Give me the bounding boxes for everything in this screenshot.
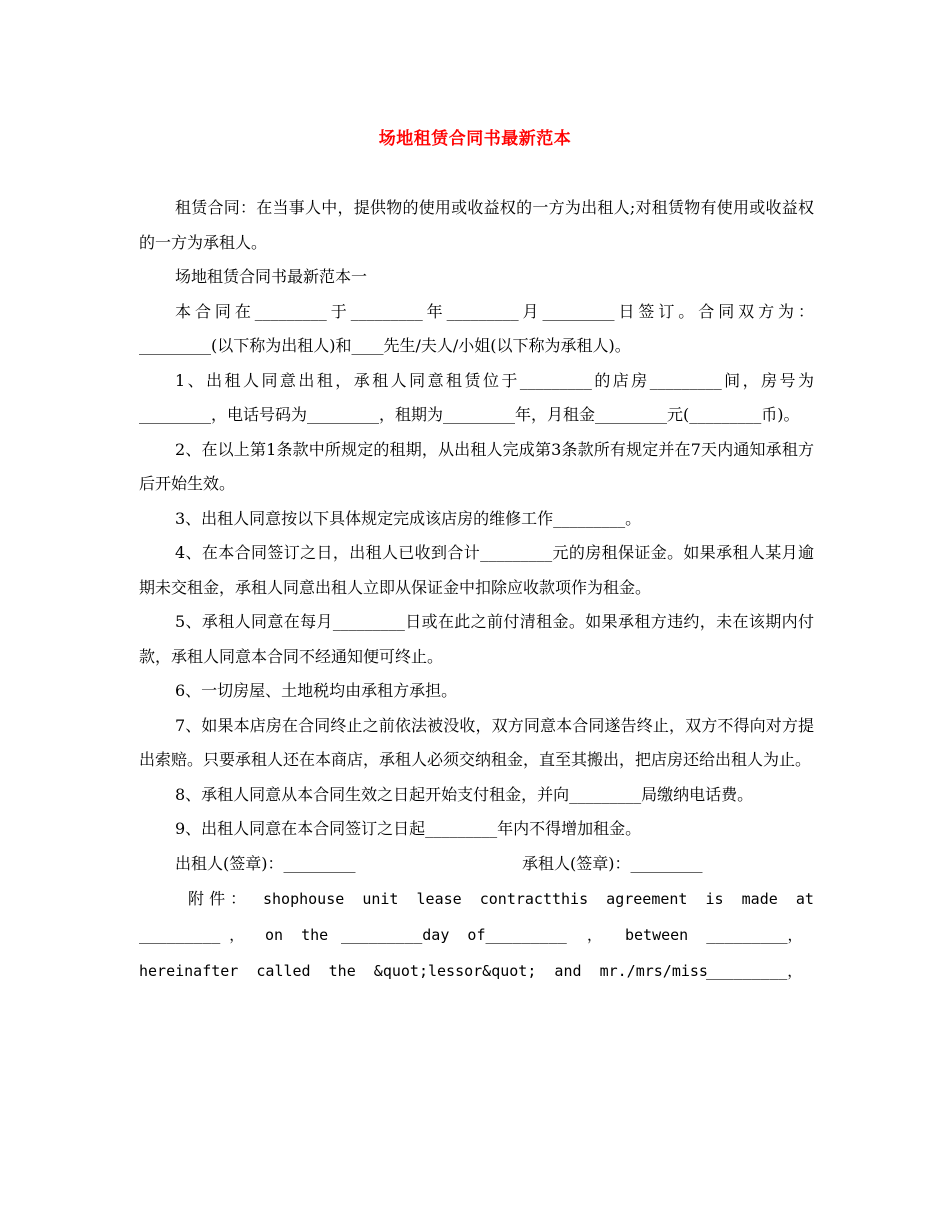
clause-paragraph: 8、承租人同意从本合同生效之日起开始支付租金，并向_________局缴纳电话费。: [175, 784, 754, 804]
clause-paragraph: 7、如果本店房在合同终止之前依法被没收，双方同意本合同遂告终止，双方不得向对方提出索赔。只要承租人还在本商店，承租人必须交纳租金，直至其搬出，把店房还给出租人为止。: [139, 715, 814, 769]
document-body: [139, 191, 814, 989]
appendix-line-2: [139, 917, 814, 953]
clause-paragraph: 6、一切房屋、土地税均由承租方承担。: [175, 681, 458, 700]
appendix-text: on the: [265, 926, 329, 944]
appendix-text: _________day of_________: [341, 926, 567, 944]
clause-paragraph: 3、出租人同意按以下具体规定完成该店房的维修工作_________。: [175, 508, 642, 528]
signature-row: [139, 847, 814, 882]
clause-paragraph: 5、承租人同意在每月_________日或在此之前付清租金。如果承租方违约，未在该期内付款，承租人同意本合同不经通知便可终止。: [139, 612, 814, 666]
appendix-line-1: [139, 881, 814, 917]
section-heading: 场地租赁合同书最新范本一: [175, 267, 368, 286]
document-title: 场地租赁合同书最新范本: [378, 129, 572, 149]
appendix-line-3: [139, 953, 814, 989]
clause-paragraph: 4、在本合同签订之日，出租人已收到合计_________元的房租保证金。如果承租人某月逾期未交租金，承租人同意出租人立即从保证金中扣除应收款项作为租金。: [139, 543, 814, 597]
appendix-label: 附 件 ：: [188, 889, 247, 908]
clause-paragraph: 本合同在_________于_________年_________月_________日签订。合同双方为：_________(以下称为出租人)和____先生/夫人/小姐(以下称为承租人)。: [139, 301, 814, 355]
clause-paragraph: 1、出租人同意出租，承租人同意租赁位于_________的店房_________间，房号为_________，电话号码为_________，租期为_________年，月租金_________元(_________币)。: [139, 370, 814, 424]
appendix-text: shophouse unit lease contractthis agreement is made at: [263, 890, 814, 908]
lessee-signature: 承租人(签章)：_________: [522, 853, 703, 873]
appendix-text: between _________，: [625, 926, 803, 944]
clause-paragraph: 9、出租人同意在本合同签订之日起_________年内不得增加租金。: [175, 819, 642, 838]
appendix-blank: _________，: [706, 962, 803, 980]
appendix-text: hereinafter called the &quot;lessor&quot; and mr./mrs/miss: [139, 962, 708, 980]
appendix-blank: _________ ，: [139, 926, 245, 944]
lessor-signature: 出租人(签章)：_________: [175, 853, 356, 873]
intro-paragraph: 租赁合同：在当事人中，提供物的使用或收益权的一方为出租人;对租赁物有使用或收益权的一方为承租人。: [139, 198, 814, 252]
appendix-text: ，: [587, 926, 603, 944]
clause-paragraph: 2、在以上第1条款中所规定的租期，从出租人完成第3条款所有规定并在7天内通知承租方后开始生效。: [139, 439, 814, 493]
